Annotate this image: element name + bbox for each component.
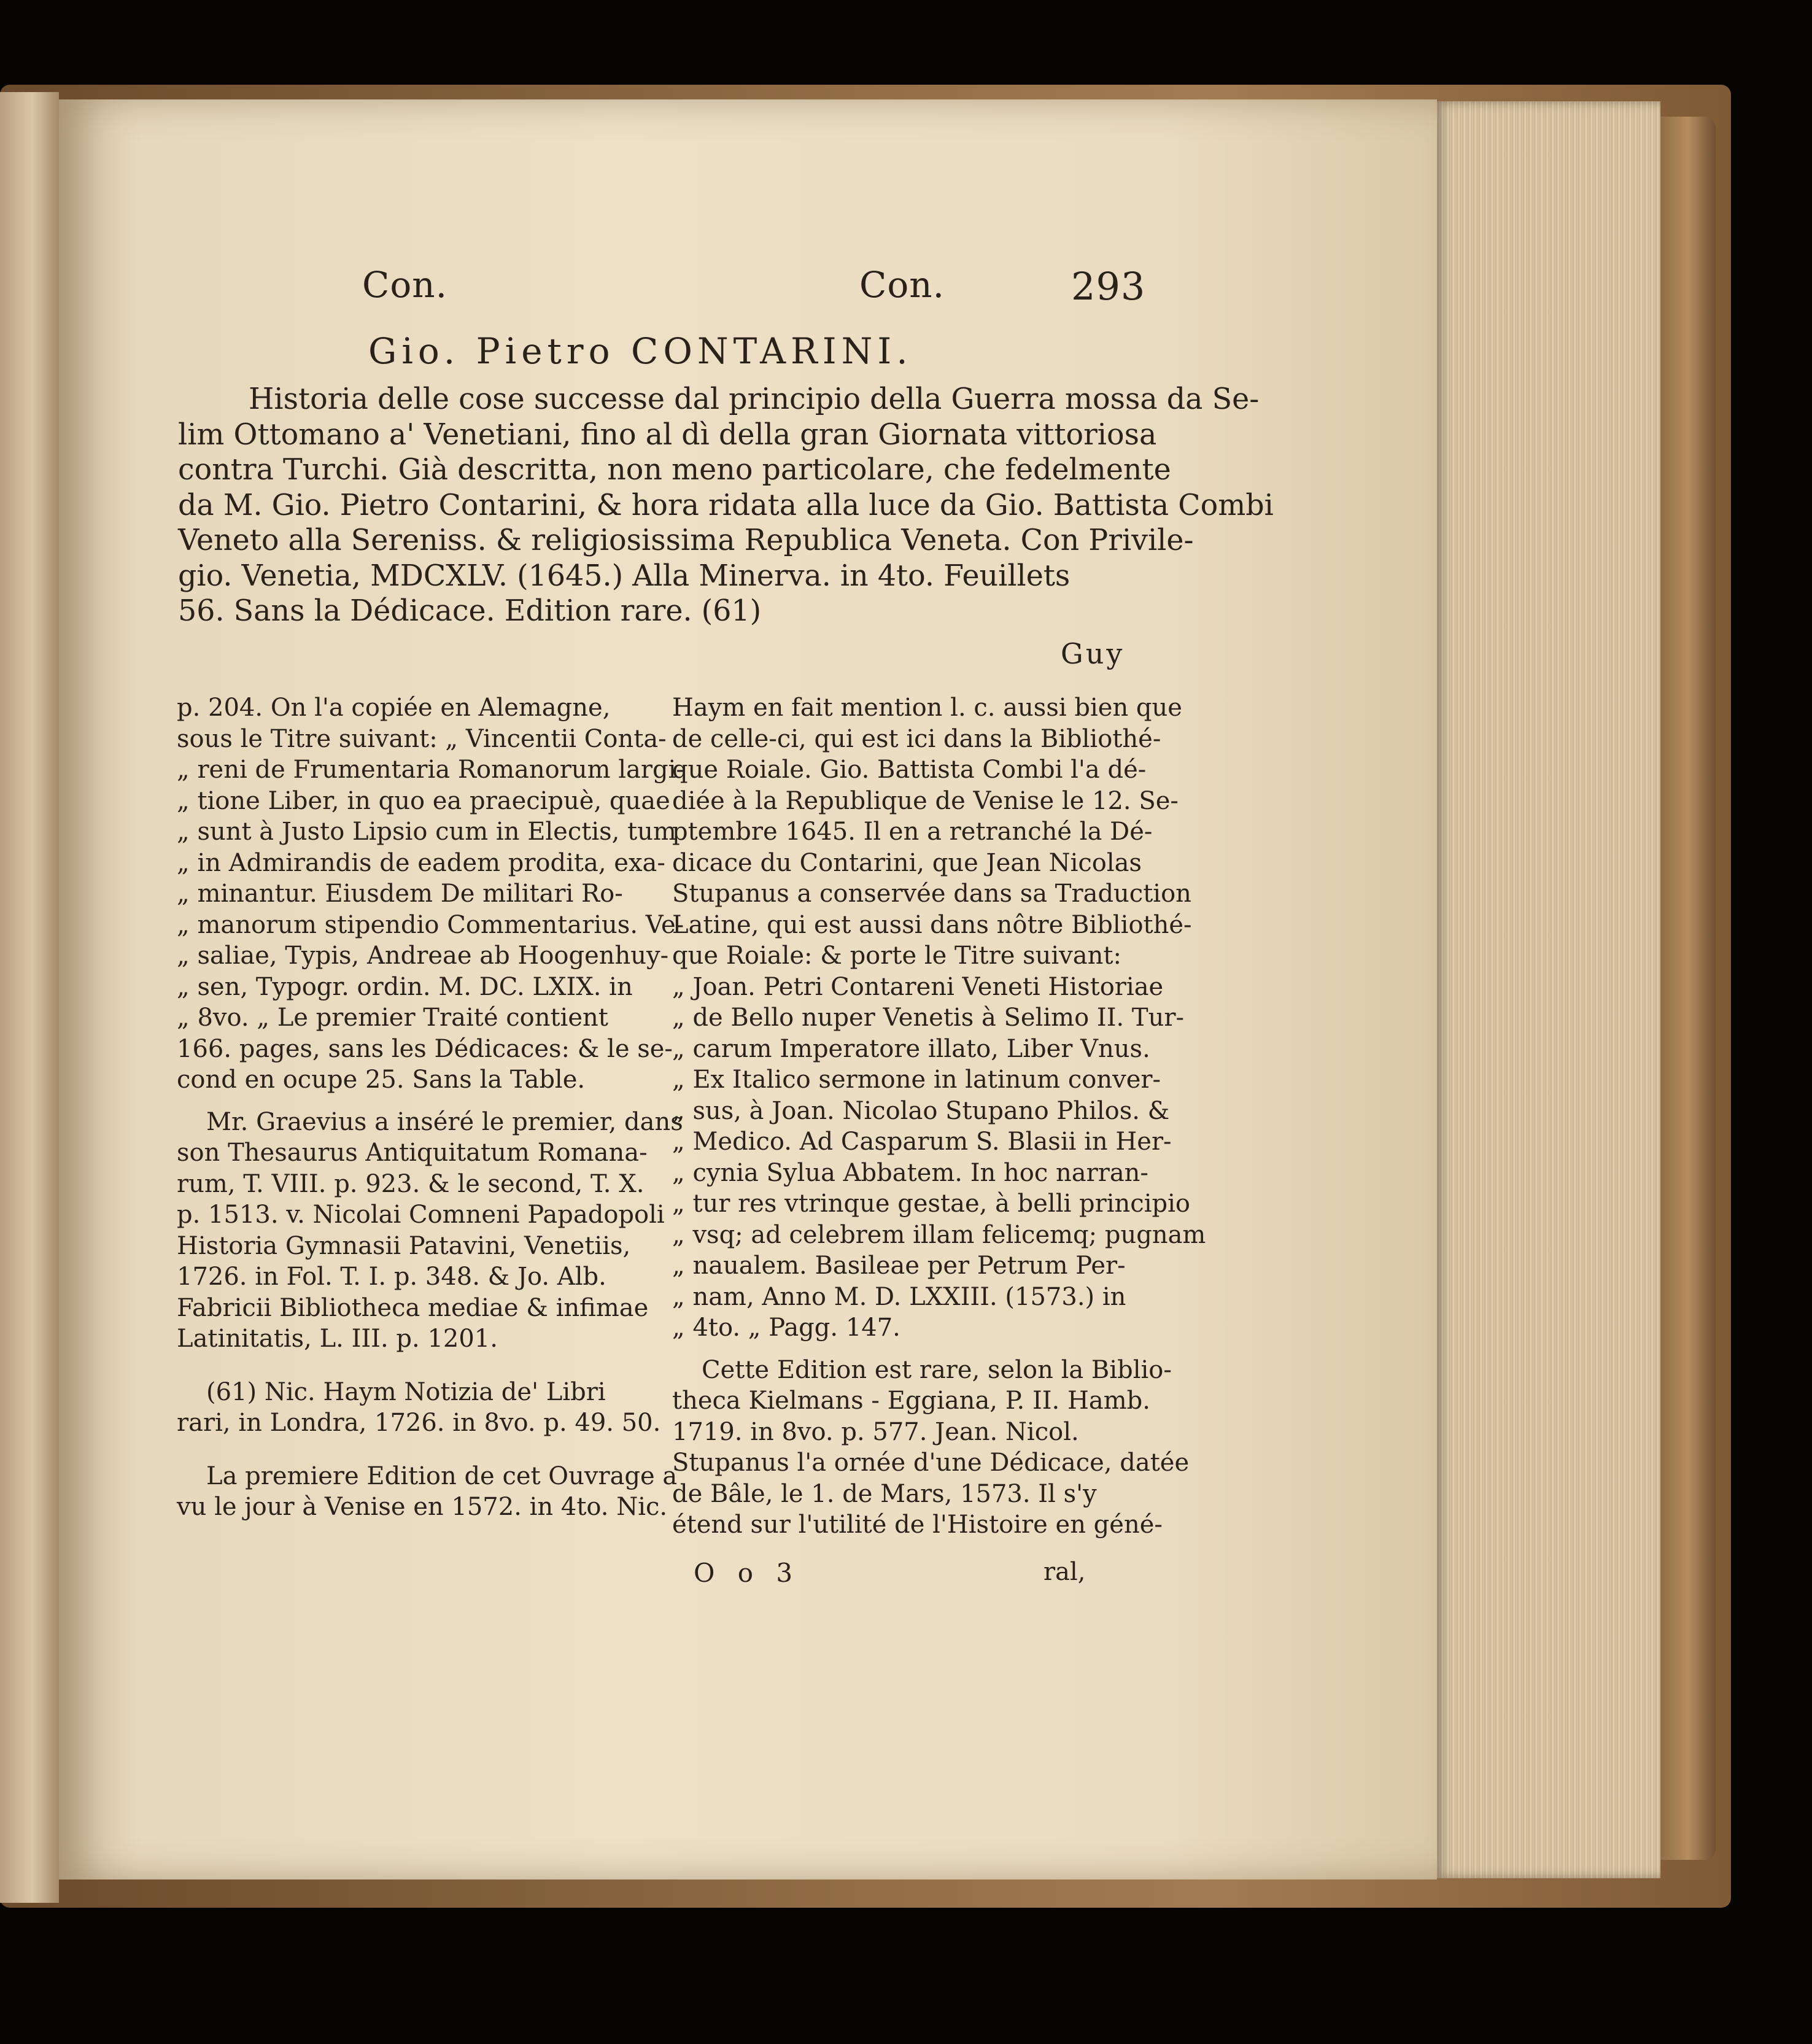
text-line: „ Medico. Ad Casparum S. Blasii in Her-: [672, 1128, 1172, 1156]
text-line: diée à la Republique de Venise le 12. Se-: [672, 786, 1179, 815]
text-line: 1726. in Fol. T. I. p. 348. & Jo. Alb.: [177, 1263, 606, 1291]
text-line: Haym en fait mention l. c. aussi bien que: [672, 694, 1182, 722]
intro-line: da M. Gio. Pietro Contarini, & hora ridata alla luce da Gio. Battista Combi: [178, 488, 1274, 522]
text-line: son Thesaurus Antiquitatum Romana-: [177, 1139, 648, 1167]
text-line: Latine, qui est aussi dans nôtre Bibliothé-: [672, 910, 1192, 939]
page-number: 293: [1071, 264, 1146, 309]
text-line: „ sus, à Joan. Nicolao Stupano Philos. &: [672, 1096, 1170, 1125]
text-line: 166. pages, sans les Dédicaces: & le se-: [177, 1034, 673, 1063]
footnote-line: (61) Nic. Haym Notizia de' Libri: [206, 1377, 606, 1406]
text-line: „ naualem. Basileae per Petrum Per-: [672, 1252, 1126, 1280]
left-column: [177, 692, 684, 1523]
text-line: que Roiale: & porte le Titre suivant:: [672, 942, 1121, 970]
text-line: „ tur res vtrinque gestae, à belli principio: [672, 1190, 1190, 1218]
text-line: p. 204. On l'a copiée en Alemagne,: [177, 694, 611, 722]
text-line: „ sen, Typogr. ordin. M. DC. LXIX. in: [177, 972, 633, 1001]
text-line: Mr. Graevius a inséré le premier, dans: [206, 1107, 683, 1136]
signature-mark: O o 3: [694, 1558, 800, 1588]
text-line: Latinitatis, L. III. p. 1201.: [177, 1325, 498, 1353]
text-line: La premiere Edition de cet Ouvrage a: [206, 1461, 678, 1490]
text-line: „ in Admirandis de eadem prodita, exa-: [177, 848, 665, 877]
text-line: „ vsq; ad celebrem illam felicemq; pugnam: [672, 1220, 1206, 1249]
text-line: Stupanus l'a ornée d'une Dédicace, datée: [672, 1449, 1190, 1477]
text-line: que Roiale. Gio. Battista Combi l'a dé-: [672, 756, 1147, 784]
text-line: theca Kielmans - Eggiana, P. II. Hamb.: [672, 1387, 1150, 1415]
text-line: de celle-ci, qui est ici dans la Bibliothé-: [672, 724, 1161, 753]
text-line: Stupanus a conservée dans sa Traduction: [672, 880, 1191, 908]
text-line: „ minantur. Eiusdem De militari Ro-: [177, 880, 623, 908]
text-line: sous le Titre suivant: „ Vincentii Conta-: [177, 724, 667, 753]
text-line: „ Ex Italico sermone in latinum conver-: [672, 1066, 1161, 1094]
catchword-top: Guy: [1061, 637, 1125, 670]
text-line: dicace du Contarini, que Jean Nicolas: [672, 848, 1142, 877]
text-line: „ de Bello nuper Venetis à Selimo II. Tur-: [672, 1004, 1185, 1032]
text-line: „ nam, Anno M. D. LXXIII. (1573.) in: [672, 1282, 1126, 1311]
intro-line: lim Ottomano a' Venetiani, fino al dì della gran Giornata vittoriosa: [178, 417, 1157, 452]
catchword-bottom: ral,: [1043, 1558, 1086, 1586]
text-line: „ Joan. Petri Contareni Veneti Historiae: [672, 972, 1164, 1001]
text-line: „ manorum stipendio Commentarius. Ve-: [177, 910, 684, 939]
intro-line: 56. Sans la Dédicace. Edition rare. (61): [178, 594, 762, 628]
text-line: „ carum Imperatore illato, Liber Vnus.: [672, 1034, 1150, 1063]
intro-line: gio. Venetia, MDCXLV. (1645.) Alla Minerva. in 4to. Feuillets: [178, 559, 1071, 593]
text-line: „ cynia Sylua Abbatem. In hoc narran-: [672, 1158, 1148, 1187]
left-facing-page: [0, 92, 59, 1903]
text-line: Cette Edition est rare, selon la Biblio-: [702, 1355, 1172, 1384]
text-line: 1719. in 8vo. p. 577. Jean. Nicol.: [672, 1417, 1079, 1446]
page-edges: [1433, 101, 1660, 1878]
right-column: [672, 692, 1206, 1541]
running-head-center: Con.: [859, 264, 945, 306]
text-line: vu le jour à Venise en 1572. in 4to. Nic.: [177, 1493, 668, 1521]
text-line: p. 1513. v. Nicolai Comneni Papadopoli: [177, 1201, 665, 1229]
text-line: ptembre 1645. Il en a retranché la Dé-: [672, 818, 1153, 846]
text-line: „ 4to. „ Pagg. 147.: [672, 1314, 900, 1342]
entry-title: Gio. Pietro CONTARINI.: [368, 330, 913, 372]
intro-line: Historia delle cose successe dal principio della Guerra mossa da Se-: [249, 382, 1260, 416]
book-spine-edge: [1660, 117, 1716, 1860]
text-line: cond en ocupe 25. Sans la Table.: [177, 1066, 586, 1094]
text-line: „ tione Liber, in quo ea praecipuè, quae: [177, 786, 670, 815]
text-line: „ reni de Frumentaria Romanorum largi-: [177, 756, 684, 784]
text-line: „ sunt à Justo Lipsio cum in Electis, tum: [177, 818, 676, 846]
intro-line: contra Turchi. Già descritta, non meno particolare, che fedelmente: [178, 453, 1171, 487]
text-line: étend sur l'utilité de l'Histoire en géné-: [672, 1511, 1163, 1539]
text-line: Historia Gymnasii Patavini, Venetiis,: [177, 1231, 631, 1260]
text-line: „ saliae, Typis, Andreae ab Hoogenhuy-: [177, 942, 669, 970]
text-line: de Bâle, le 1. de Mars, 1573. Il s'y: [672, 1479, 1097, 1508]
intro-line: Veneto alla Sereniss. & religiosissima Republica Veneta. Con Privile-: [178, 524, 1194, 557]
text-line: Fabricii Bibliotheca mediae & infimae: [177, 1293, 649, 1322]
running-head-left: Con.: [362, 264, 448, 306]
entry-description: [178, 382, 1274, 629]
text-line: rum, T. VIII. p. 923. & le second, T. X.: [177, 1169, 645, 1198]
text-line: „ 8vo. „ Le premier Traité contient: [177, 1004, 608, 1032]
footnote-line: rari, in Londra, 1726. in 8vo. p. 49. 50.: [177, 1409, 661, 1437]
